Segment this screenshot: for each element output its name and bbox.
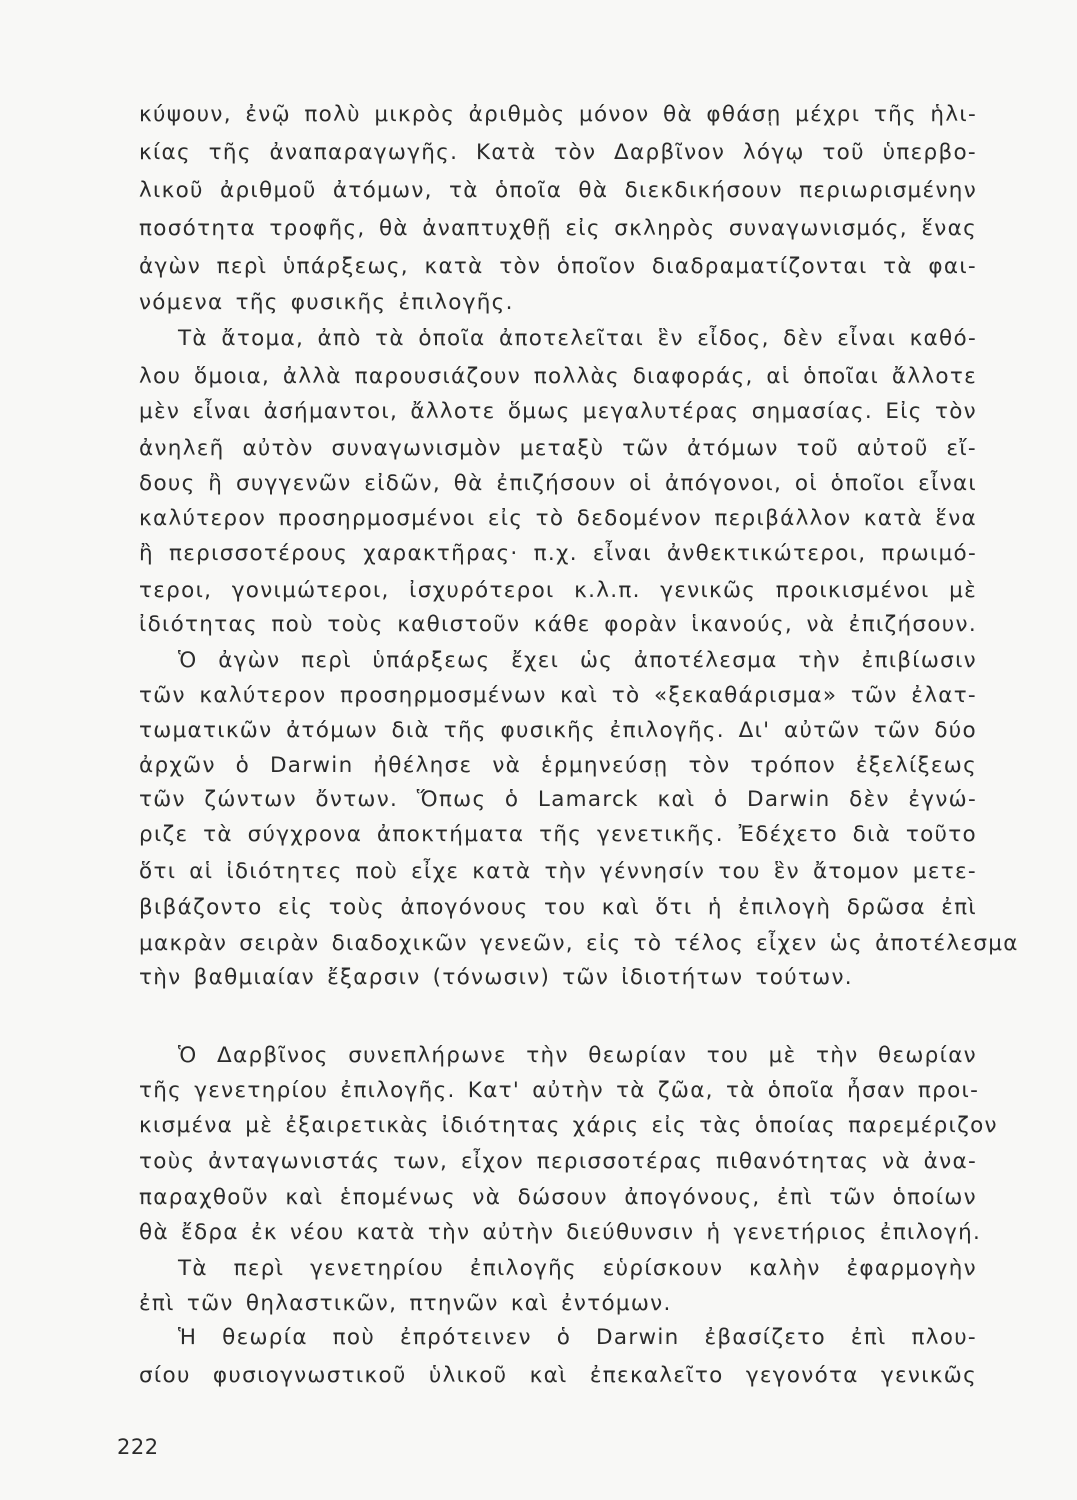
text-line: βιβάζοντο εἰς τοὺς ἀπογόνους του καὶ ὅτι ἡ ἐπιλογὴ δρῶσα ἐπὶ [139,895,977,920]
paragraph-start-line: Ὁ Δαρβῖνος συνεπλήρωνε τὴν θεωρίαν του μὲ τὴν θεωρίαν [178,1043,977,1068]
text-line: λικοῦ ἀριθμοῦ ἀτόμων, τὰ ὁποῖα θὰ διεκδικήσουν περιωρισμένην [139,178,977,203]
text-line: παραχθοῦν καὶ ἑπομένως νὰ δώσουν ἀπογόνους, ἐπὶ τῶν ὁποίων [139,1185,977,1210]
page-number: 222 [117,1435,159,1459]
text-line: σίου φυσιογνωστικοῦ ὑλικοῦ καὶ ἐπεκαλεῖτο γεγονότα γενικῶς [139,1363,977,1388]
text-line: κύψουν, ἐνῷ πολὺ μικρὸς ἀριθμὸς μόνον θὰ φθάσῃ μέχρι τῆς ἡλι- [139,102,977,127]
text-line: μὲν εἶναι ἀσήμαντοι, ἄλλοτε ὅμως μεγαλυτέρας σημασίας. Εἰς τὸν [139,399,977,424]
paragraph-start-line: Ὁ ἀγὼν περὶ ὑπάρξεως ἔχει ὡς ἀποτέλεσμα τὴν ἐπιβίωσιν [178,648,977,673]
text-line: δους ἢ συγγενῶν εἰδῶν, θὰ ἐπιζήσουν οἱ ἀπόγονοι, οἱ ὁποῖοι εἶναι [139,471,977,496]
paragraph-start-line: Τὰ ἄτομα, ἀπὸ τὰ ὁποῖα ἀποτελεῖται ἓν εἶδος, δὲν εἶναι καθό- [178,326,977,351]
paragraph-start-line: Ἡ θεωρία ποὺ ἐπρότεινεν ὁ Darwin ἐβασίζετο ἐπὶ πλου- [178,1325,977,1350]
paragraph-start-line: Τὰ περὶ γενετηρίου ἐπιλογῆς εὑρίσκουν καλὴν ἐφαρμογὴν [178,1256,977,1281]
text-line: καλύτερον προσηρμοσμένοι εἰς τὸ δεδομένον περιβάλλον κατὰ ἕνα [139,506,977,531]
text-line: ριζε τὰ σύγχρονα ἀποκτήματα τῆς γενετικῆς. Ἐδέχετο διὰ τοῦτο [139,822,977,847]
text-line: τῶν ζώντων ὄντων. Ὅπως ὁ Lamarck καὶ ὁ Darwin δὲν ἐγνώ- [139,787,977,812]
text-line: τῆς γενετηρίου ἐπιλογῆς. Κατ' αὐτὴν τὰ ζῶα, τὰ ὁποῖα ἦσαν προι- [139,1078,980,1103]
text-line: θὰ ἔδρα ἐκ νέου κατὰ τὴν αὐτὴν διεύθυνσιν ἡ γενετήριος ἐπιλογή. [139,1220,982,1245]
text-line: τὴν βαθμιαίαν ἔξαρσιν (τόνωσιν) τῶν ἰδιοτήτων τούτων. [139,965,853,990]
text-line: νόμενα τῆς φυσικῆς ἐπιλογῆς. [139,290,514,315]
text-line: κίας τῆς ἀναπαραγωγῆς. Κατὰ τὸν Δαρβῖνον λόγῳ τοῦ ὑπερβο- [139,140,977,165]
text-line: ἢ περισσοτέρους χαρακτῆρας· π.χ. εἶναι ἀνθεκτικώτεροι, πρωιμό- [139,541,977,566]
text-line: μακρὰν σειρὰν διαδοχικῶν γενεῶν, εἰς τὸ τέλος εἶχεν ὡς ἀποτέλεσμα [139,931,1019,956]
text-line: τωματικῶν ἀτόμων διὰ τῆς φυσικῆς ἐπιλογῆς. Δι' αὐτῶν τῶν δύο [139,718,977,743]
text-line: ἀρχῶν ὁ Darwin ἠθέλησε νὰ ἑρμηνεύσῃ τὸν τρόπον ἐξελίξεως [139,753,977,778]
text-line: ὅτι αἱ ἰδιότητες ποὺ εἶχε κατὰ τὴν γέννησίν του ἓν ἄτομον μετε- [139,859,977,884]
text-line: τοὺς ἀνταγωνιστάς των, εἶχον περισσοτέρας πιθανότητας νὰ ἀνα- [139,1149,977,1174]
text-line: τεροι, γονιμώτεροι, ἰσχυρότεροι κ.λ.π. γενικῶς προικισμένοι μὲ [139,578,977,603]
text-line: ποσότητα τροφῆς, θὰ ἀναπτυχθῇ εἰς σκληρὸς συναγωνισμός, ἕνας [139,216,977,241]
text-line: κισμένα μὲ ἐξαιρετικὰς ἰδιότητας χάρις εἰς τὰς ὁποίας παρεμέριζον [139,1113,998,1138]
text-line: λου ὅμοια, ἀλλὰ παρουσιάζουν πολλὰς διαφοράς, αἱ ὁποῖαι ἄλλοτε [139,364,977,389]
text-line: ἀγὼν περὶ ὑπάρξεως, κατὰ τὸν ὁποῖον διαδραματίζονται τὰ φαι- [139,254,977,279]
text-line: τῶν καλύτερον προσηρμοσμένων καὶ τὸ «ξεκαθάρισμα» τῶν ἐλατ- [139,683,977,708]
text-line: ἐπὶ τῶν θηλαστικῶν, πτηνῶν καὶ ἐντόμων. [139,1291,672,1316]
text-line: ἀνηλεῆ αὐτὸν συναγωνισμὸν μεταξὺ τῶν ἀτόμων τοῦ αὐτοῦ εἴ- [139,436,977,461]
text-line: ἰδιότητας ποὺ τοὺς καθιστοῦν κάθε φορὰν ἱκανούς, νὰ ἐπιζήσουν. [139,612,977,637]
